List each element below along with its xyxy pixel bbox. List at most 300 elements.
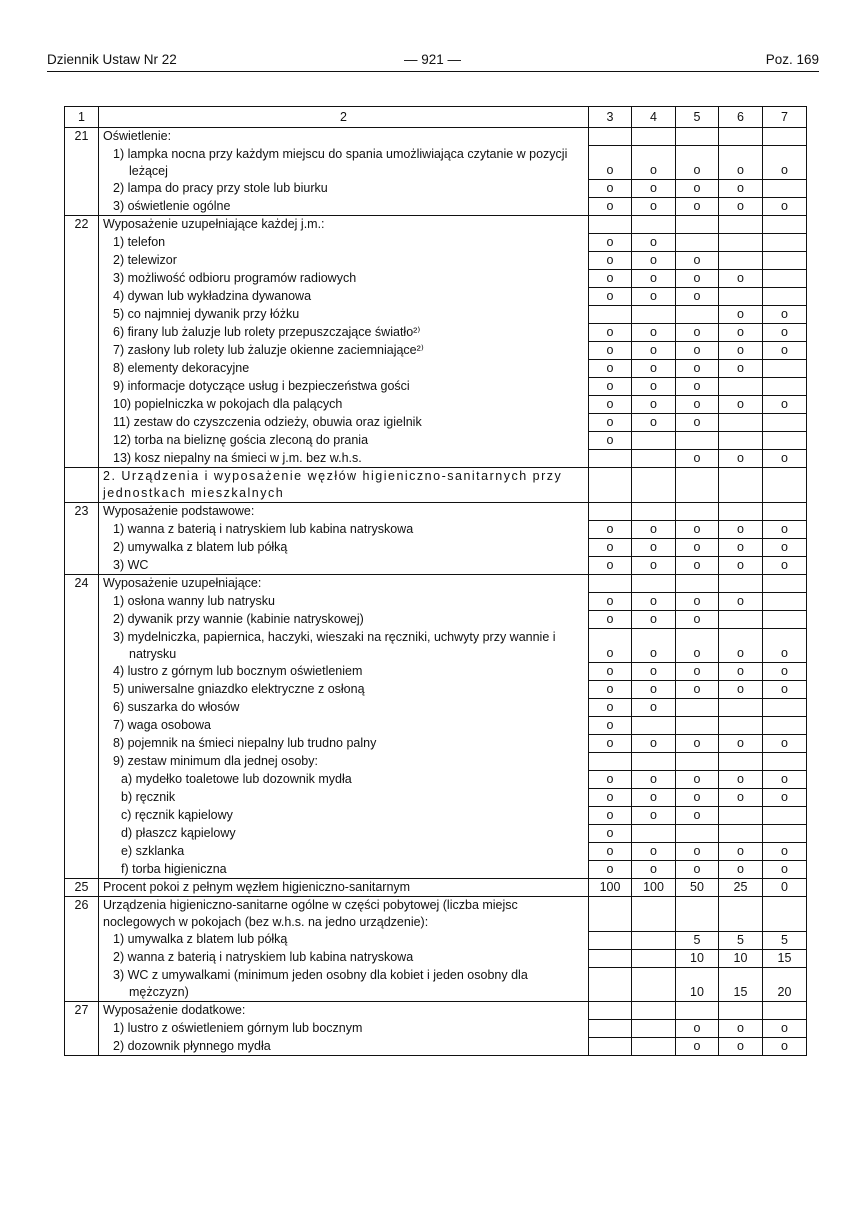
row-text: 2) telewizor [113, 252, 177, 267]
table-row [65, 216, 807, 234]
value-cell [719, 252, 763, 270]
value-cell [589, 503, 632, 521]
value-cell [632, 468, 676, 503]
value-cell: o [589, 807, 632, 825]
row-number [65, 414, 99, 432]
row-text-cell [99, 198, 589, 216]
value-cell: o [676, 1038, 719, 1056]
value-cell: o [589, 593, 632, 611]
value-cell: o [763, 342, 807, 360]
row-number [65, 360, 99, 378]
value-cell [676, 503, 719, 521]
value-cell: o [719, 593, 763, 611]
value-cell: o [589, 521, 632, 539]
value-cell: o [589, 342, 632, 360]
value-cell: o [676, 663, 719, 681]
value-cell [763, 414, 807, 432]
row-text-cell [99, 699, 589, 717]
value-cell: o [676, 789, 719, 807]
value-cell: o [676, 252, 719, 270]
value-cell [719, 575, 763, 593]
row-text: Wyposażenie podstawowe: [103, 504, 255, 518]
value-cell: o [763, 324, 807, 342]
journal-title: Dziennik Ustaw Nr 22 [47, 52, 177, 67]
column-header: 3 [589, 107, 632, 128]
value-cell [676, 128, 719, 146]
value-cell [763, 575, 807, 593]
value-cell: o [589, 378, 632, 396]
table-row [65, 557, 807, 575]
table-row [65, 180, 807, 198]
value-cell [763, 468, 807, 503]
value-cell: 5 [676, 931, 719, 949]
row-text: 13) kosz niepalny na śmieci w j.m. bez w.h.s. [113, 450, 362, 465]
value-cell: o [676, 861, 719, 879]
value-cell [719, 128, 763, 146]
row-text: 12) torba na bieliznę gościa zleconą do prania [113, 432, 369, 447]
value-cell: o [763, 735, 807, 753]
row-text: f) torba higieniczna [121, 861, 227, 876]
table-row [65, 378, 807, 396]
row-number [65, 396, 99, 414]
row-text: 7) waga osobowa [113, 717, 211, 732]
value-cell: o [719, 324, 763, 342]
value-cell: o [763, 557, 807, 575]
row-text: 3) możliwość odbioru programów radiowych [113, 270, 357, 285]
row-number [65, 807, 99, 825]
value-cell: o [632, 789, 676, 807]
value-cell: o [632, 807, 676, 825]
value-cell: o [763, 306, 807, 324]
row-number: 26 [65, 897, 99, 932]
table-row [65, 931, 807, 949]
row-number [65, 1038, 99, 1056]
row-text: 1) wanna z baterią i natryskiem lub kabina natryskowa [113, 521, 414, 536]
value-cell: o [589, 414, 632, 432]
value-cell: o [719, 539, 763, 557]
value-cell: o [632, 270, 676, 288]
table-row [65, 663, 807, 681]
table-row [65, 807, 807, 825]
row-text-cell [99, 771, 589, 789]
row-number [65, 252, 99, 270]
value-cell: o [676, 324, 719, 342]
table-row [65, 342, 807, 360]
value-cell: 100 [589, 879, 632, 897]
value-cell [763, 753, 807, 771]
row-number [65, 843, 99, 861]
row-number [65, 539, 99, 557]
table-row [65, 629, 807, 663]
row-number [65, 450, 99, 468]
value-cell: o [719, 1020, 763, 1038]
row-text-cell [99, 843, 589, 861]
value-cell: o [632, 360, 676, 378]
value-cell [719, 234, 763, 252]
value-cell [589, 949, 632, 967]
value-cell [763, 503, 807, 521]
value-cell: o [589, 557, 632, 575]
value-cell [589, 575, 632, 593]
value-cell: o [632, 629, 676, 663]
table-row [65, 503, 807, 521]
row-text-cell [99, 1020, 589, 1038]
table-row [65, 861, 807, 879]
row-text: 1) lampka nocna przy każdym miejscu do spania umożliwiająca czytanie w pozycji leżącej [113, 146, 568, 178]
value-cell [763, 593, 807, 611]
table-row [65, 825, 807, 843]
row-number [65, 949, 99, 967]
value-cell [763, 1002, 807, 1020]
value-cell: o [632, 396, 676, 414]
row-number [65, 198, 99, 216]
value-cell: o [763, 681, 807, 699]
value-cell: o [676, 539, 719, 557]
row-text-cell [99, 306, 589, 324]
row-number [65, 861, 99, 879]
value-cell: o [632, 180, 676, 198]
value-cell [632, 967, 676, 1002]
value-cell: o [763, 861, 807, 879]
value-cell: o [676, 288, 719, 306]
value-cell [763, 288, 807, 306]
row-text-cell [99, 557, 589, 575]
value-cell [676, 825, 719, 843]
row-text-cell [99, 807, 589, 825]
value-cell [632, 432, 676, 450]
row-text-cell [99, 468, 589, 503]
row-text-cell [99, 234, 589, 252]
row-number [65, 521, 99, 539]
row-text: Wyposażenie dodatkowe: [103, 1003, 246, 1017]
row-text-cell [99, 252, 589, 270]
row-text-cell [99, 324, 589, 342]
value-cell: o [763, 521, 807, 539]
position-number: Poz. 169 [765, 52, 819, 67]
value-cell: o [719, 557, 763, 575]
value-cell [589, 306, 632, 324]
value-cell [676, 753, 719, 771]
value-cell: o [719, 198, 763, 216]
value-cell [676, 717, 719, 735]
row-text-cell [99, 342, 589, 360]
row-number [65, 753, 99, 771]
value-cell: o [632, 557, 676, 575]
row-text-cell [99, 967, 589, 1002]
table-row [65, 146, 807, 180]
value-cell: o [676, 681, 719, 699]
value-cell [632, 825, 676, 843]
value-cell: o [719, 180, 763, 198]
value-cell [589, 1038, 632, 1056]
row-text-cell [99, 432, 589, 450]
table-row [65, 396, 807, 414]
value-cell: o [719, 629, 763, 663]
table-row [65, 1038, 807, 1056]
table-row [65, 949, 807, 967]
value-cell: o [589, 735, 632, 753]
value-cell [719, 611, 763, 629]
value-cell [632, 753, 676, 771]
table-row [65, 360, 807, 378]
row-text: b) ręcznik [121, 789, 176, 804]
row-number [65, 681, 99, 699]
value-cell [632, 306, 676, 324]
row-text: d) płaszcz kąpielowy [121, 825, 236, 840]
value-cell: 25 [719, 879, 763, 897]
table-row [65, 324, 807, 342]
row-text: Wyposażenie uzupełniające każdej j.m.: [103, 217, 325, 231]
row-text: Urządzenia higieniczno-sanitarne ogólne w części pobytowej (liczba miejsc noclegowych w pokojach (bez w.h.s. na jedno urządzenie): [103, 898, 518, 929]
value-cell: o [676, 198, 719, 216]
row-text: 9) zestaw minimum dla jednej osoby: [113, 753, 318, 768]
table-row [65, 288, 807, 306]
row-number [65, 288, 99, 306]
value-cell [676, 1002, 719, 1020]
row-text: e) szklanka [121, 843, 185, 858]
value-cell: 15 [719, 967, 763, 1002]
row-number: 25 [65, 879, 99, 897]
row-text-cell [99, 879, 589, 897]
row-number [65, 270, 99, 288]
table-row [65, 128, 807, 146]
value-cell: o [632, 324, 676, 342]
value-cell: o [589, 180, 632, 198]
row-text: 2) umywalka z blatem lub półką [113, 539, 288, 554]
table-row [65, 593, 807, 611]
value-cell: o [632, 414, 676, 432]
value-cell: o [676, 378, 719, 396]
table-row [65, 450, 807, 468]
value-cell: o [632, 861, 676, 879]
value-cell [632, 949, 676, 967]
value-cell [719, 216, 763, 234]
row-text-cell [99, 270, 589, 288]
value-cell: o [589, 539, 632, 557]
row-text-cell [99, 396, 589, 414]
value-cell [763, 717, 807, 735]
table-row [65, 306, 807, 324]
row-text: 11) zestaw do czyszczenia odzieży, obuwia oraz igielnik [113, 414, 422, 429]
value-cell [589, 1020, 632, 1038]
value-cell: o [676, 396, 719, 414]
row-text: 2) dozownik płynnego mydła [113, 1038, 271, 1053]
table-row [65, 879, 807, 897]
row-text-cell [99, 216, 589, 234]
row-text-cell [99, 575, 589, 593]
row-number [65, 593, 99, 611]
value-cell [719, 414, 763, 432]
table-row [65, 1002, 807, 1020]
row-text-cell [99, 753, 589, 771]
row-number: 22 [65, 216, 99, 234]
row-number [65, 432, 99, 450]
value-cell: o [763, 663, 807, 681]
value-cell [589, 753, 632, 771]
value-cell [763, 234, 807, 252]
value-cell: o [763, 789, 807, 807]
table-row [65, 575, 807, 593]
row-text: 4) lustro z górnym lub bocznym oświetleniem [113, 663, 363, 678]
row-text: 8) elementy dekoracyjne [113, 360, 250, 375]
row-text: 3) oświetlenie ogólne [113, 198, 231, 213]
row-text-cell [99, 1002, 589, 1020]
row-text-cell [99, 789, 589, 807]
value-cell [763, 825, 807, 843]
value-cell: o [676, 270, 719, 288]
value-cell [632, 717, 676, 735]
row-number [65, 717, 99, 735]
value-cell: 20 [763, 967, 807, 1002]
row-number [65, 699, 99, 717]
row-text: 9) informacje dotyczące usług i bezpieczeństwa gości [113, 378, 410, 393]
value-cell [763, 216, 807, 234]
row-text-cell [99, 825, 589, 843]
value-cell [632, 1002, 676, 1020]
row-text-cell [99, 593, 589, 611]
value-cell [589, 128, 632, 146]
row-number [65, 342, 99, 360]
value-cell: o [632, 735, 676, 753]
value-cell [676, 216, 719, 234]
value-cell [719, 753, 763, 771]
value-cell [589, 216, 632, 234]
value-cell [632, 1020, 676, 1038]
value-cell: o [676, 843, 719, 861]
value-cell: o [589, 843, 632, 861]
row-number [65, 180, 99, 198]
value-cell: o [763, 629, 807, 663]
value-cell: o [719, 342, 763, 360]
value-cell [632, 931, 676, 949]
value-cell: o [589, 270, 632, 288]
value-cell [763, 252, 807, 270]
row-text-cell [99, 146, 589, 180]
value-cell: o [589, 198, 632, 216]
value-cell [763, 897, 807, 932]
value-cell: o [676, 360, 719, 378]
value-cell: o [719, 735, 763, 753]
value-cell [719, 1002, 763, 1020]
row-text-cell [99, 629, 589, 663]
row-text: 5) co najmniej dywanik przy łóżku [113, 306, 300, 321]
value-cell [589, 468, 632, 503]
row-number [65, 378, 99, 396]
value-cell [676, 575, 719, 593]
value-cell: o [763, 396, 807, 414]
value-cell: o [676, 735, 719, 753]
value-cell [632, 575, 676, 593]
value-cell: o [589, 288, 632, 306]
table-row [65, 699, 807, 717]
value-cell: o [719, 270, 763, 288]
row-number [65, 306, 99, 324]
row-text: 3) mydelniczka, papiernica, haczyki, wieszaki na ręczniki, uchwyty przy wannie i natrysku [113, 629, 556, 661]
value-cell [589, 931, 632, 949]
value-cell: o [589, 252, 632, 270]
table-row [65, 789, 807, 807]
column-header: 1 [65, 107, 99, 128]
value-cell: 0 [763, 879, 807, 897]
row-number: 21 [65, 128, 99, 146]
value-cell: o [589, 432, 632, 450]
value-cell: o [719, 450, 763, 468]
value-cell: o [632, 771, 676, 789]
row-text-cell [99, 931, 589, 949]
column-header: 6 [719, 107, 763, 128]
row-number [65, 234, 99, 252]
value-cell: o [763, 1020, 807, 1038]
value-cell: o [589, 360, 632, 378]
row-text-cell [99, 288, 589, 306]
value-cell [763, 699, 807, 717]
value-cell: o [763, 843, 807, 861]
value-cell: o [763, 146, 807, 180]
row-text: 10) popielniczka w pokojach dla palących [113, 396, 343, 411]
row-number: 24 [65, 575, 99, 593]
row-number [65, 324, 99, 342]
column-header: 5 [676, 107, 719, 128]
row-number: 23 [65, 503, 99, 521]
table-row [65, 270, 807, 288]
row-text: Oświetlenie: [103, 129, 172, 143]
row-number [65, 735, 99, 753]
row-text: 1) umywalka z blatem lub półką [113, 932, 288, 946]
row-text-cell [99, 503, 589, 521]
row-text-cell [99, 663, 589, 681]
table-row [65, 1020, 807, 1038]
column-header: 2 [99, 107, 589, 128]
value-cell [676, 432, 719, 450]
row-number [65, 789, 99, 807]
value-cell: o [719, 360, 763, 378]
value-cell [719, 503, 763, 521]
value-cell: o [676, 342, 719, 360]
value-cell: o [676, 629, 719, 663]
value-cell: o [719, 146, 763, 180]
value-cell: o [632, 681, 676, 699]
row-number [65, 557, 99, 575]
value-cell [676, 234, 719, 252]
row-text: 2) lampa do pracy przy stole lub biurku [113, 180, 328, 195]
value-cell: o [632, 378, 676, 396]
value-cell [719, 717, 763, 735]
table-row [65, 468, 807, 503]
table-row [65, 252, 807, 270]
value-cell: o [589, 699, 632, 717]
value-cell: o [632, 342, 676, 360]
row-number [65, 468, 99, 503]
value-cell [589, 967, 632, 1002]
value-cell [632, 897, 676, 932]
value-cell: o [632, 843, 676, 861]
table-row [65, 735, 807, 753]
row-text-cell [99, 360, 589, 378]
value-cell: 100 [632, 879, 676, 897]
value-cell [719, 807, 763, 825]
value-cell: o [763, 450, 807, 468]
row-number [65, 931, 99, 949]
value-cell: o [632, 663, 676, 681]
value-cell [589, 1002, 632, 1020]
column-header: 7 [763, 107, 807, 128]
value-cell [763, 807, 807, 825]
value-cell: o [719, 843, 763, 861]
table-row [65, 611, 807, 629]
row-text: 3) WC z umywalkami (minimum jeden osobny dla kobiet i jeden osobny dla mężczyzn) [113, 968, 528, 999]
value-cell: o [676, 414, 719, 432]
row-text: 4) dywan lub wykładzina dywanowa [113, 288, 312, 303]
